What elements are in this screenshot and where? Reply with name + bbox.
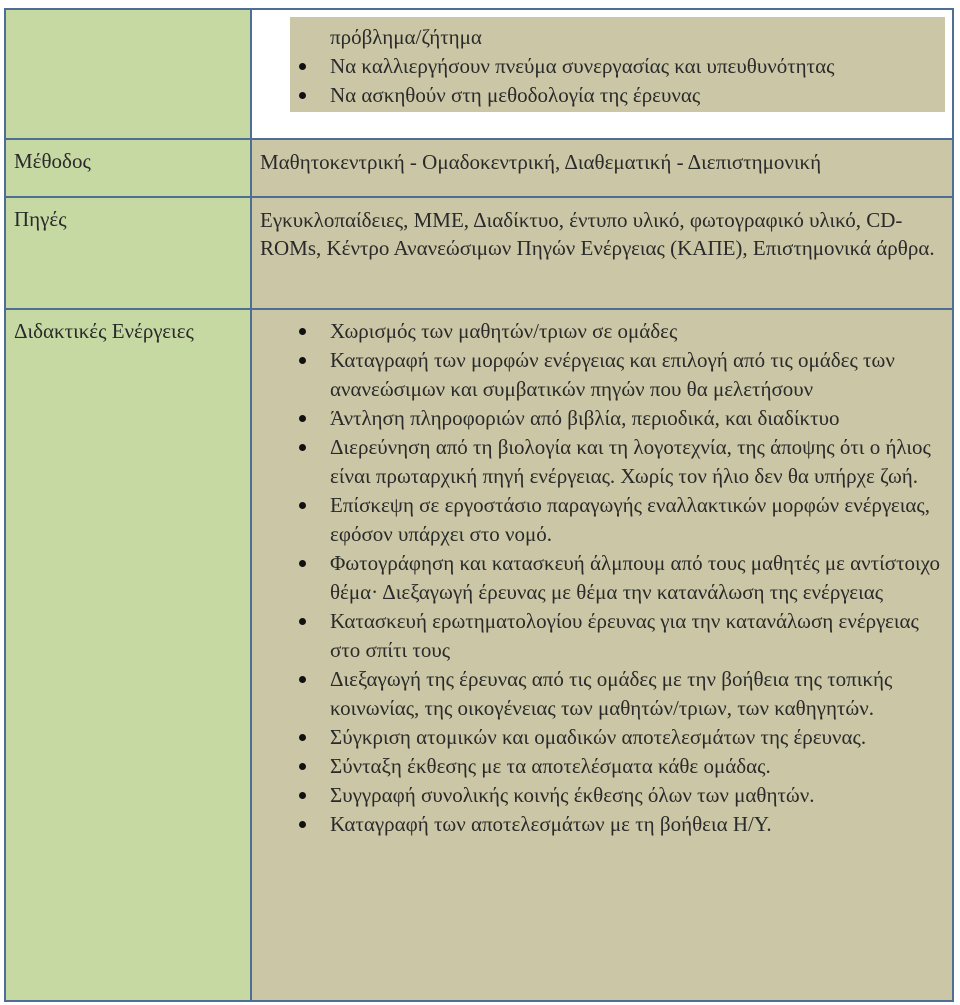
- objectives-list: [330, 52, 935, 110]
- activity-text: Συγγραφή συνολικής κοινής έκθεσης όλων των μαθητών.: [330, 783, 815, 807]
- activity-text: Χωρισμός των μαθητών/τριων σε ομάδες: [330, 319, 678, 343]
- bullet-icon: [299, 328, 306, 335]
- activity-text: Φωτογράφηση και κατασκευή άλμπουμ από τους μαθητές με αντίστοιχο θέμα· Διεξαγωγή έρευνας με θέμα την κατανάλωση της ενέργειας: [330, 551, 941, 604]
- objectives-label-cell: [5, 9, 251, 139]
- activity-text: Σύγκριση ατομικών και ομαδικών αποτελεσμάτων της έρευνας.: [330, 725, 867, 749]
- bullet-icon: [299, 357, 306, 364]
- activity-item: [330, 781, 942, 810]
- activity-text: Σύνταξη έκθεσης με τα αποτελέσματα κάθε ομάδας.: [330, 754, 771, 778]
- activity-text: Άντληση πληροφοριών από βιβλία, περιοδικά, και διαδίκτυο: [330, 406, 840, 430]
- bullet-icon: [299, 415, 306, 422]
- objectives-continuation: πρόβλημα/ζήτημα: [330, 25, 482, 49]
- activity-text: Καταγραφή των αποτελεσμάτων με τη βοήθεια Η/Υ.: [330, 812, 772, 836]
- bullet-icon: [299, 444, 306, 451]
- bullet-icon: [299, 618, 306, 625]
- activity-item: [330, 317, 942, 346]
- bullet-icon: [299, 92, 306, 99]
- activity-item: [330, 752, 942, 781]
- activities-label: Διδακτικές Ενέργειες: [5, 309, 251, 1001]
- activity-item: [330, 723, 942, 752]
- activity-item: [330, 549, 942, 607]
- activity-item: [330, 491, 942, 549]
- objectives-content-cell: [251, 9, 953, 139]
- objective-text: Να ασκηθούν στη μεθοδολογία της έρευνας: [330, 83, 701, 107]
- activity-item: [330, 665, 942, 723]
- activity-item: [330, 810, 942, 839]
- objective-item: [330, 81, 935, 110]
- method-label: Μέθοδος: [5, 139, 251, 197]
- objective-text: Να καλλιεργήσουν πνεύμα συνεργασίας και υπευθυνότητας: [330, 54, 835, 78]
- bullet-icon: [299, 63, 306, 70]
- bullet-icon: [299, 821, 306, 828]
- activity-text: Διερεύνηση από τη βιολογία και τη λογοτεχνία, της άποψης ότι ο ήλιος είναι πρωταρχική πηγή ενέργειας. Χωρίς τον ήλιο δεν θα υπήρχε ζωή.: [330, 435, 931, 488]
- activity-text: Επίσκεψη σε εργοστάσιο παραγωγής εναλλακτικών μορφών ενέργειας, εφόσον υπάρχει στο νομό.: [330, 493, 930, 546]
- bullet-icon: [299, 502, 306, 509]
- activity-text: Κατασκευή ερωτηματολογίου έρευνας για την κατανάλωση ενέργειας στο σπίτι τους: [330, 609, 919, 662]
- activity-text: Καταγραφή των μορφών ενέργειας και επιλογή από τις ομάδες των ανανεώσιμων και συμβατικών πηγών που θα μελετήσουν: [330, 348, 895, 401]
- bullet-icon: [299, 763, 306, 770]
- sources-value: Εγκυκλοπαίδειες, ΜΜΕ, Διαδίκτυο, έντυπο υλικό, φωτογραφικό υλικό, CD-ROMs, Κέντρο Ανανεώσιμων Πηγών Ενέργειας (ΚΑΠΕ), Επιστημονικά άρθρα.: [251, 197, 953, 309]
- activity-item: [330, 433, 942, 491]
- method-value: Μαθητοκεντρική - Ομαδοκεντρική, Διαθεματική - Διεπιστημονική: [251, 139, 953, 197]
- lesson-plan-table: [4, 8, 954, 1002]
- objective-item: [330, 52, 935, 81]
- sources-row: [5, 197, 953, 309]
- activity-text: Διεξαγωγή της έρευνας από τις ομάδες με την βοήθεια της τοπικής κοινωνίας, της οικογένειας των μαθητών/τριων, των καθηγητών.: [330, 667, 893, 720]
- activities-content-cell: [251, 309, 953, 1001]
- objectives-box: [290, 17, 945, 112]
- activities-row: [5, 309, 953, 1001]
- objectives-row: [5, 9, 953, 139]
- activity-item: [330, 346, 942, 404]
- bullet-icon: [299, 676, 306, 683]
- bullet-icon: [299, 792, 306, 799]
- sources-label: Πηγές: [5, 197, 251, 309]
- bullet-icon: [299, 560, 306, 567]
- activities-list: [330, 317, 942, 839]
- activity-item: [330, 607, 942, 665]
- bullet-icon: [299, 734, 306, 741]
- method-row: [5, 139, 953, 197]
- activity-item: [330, 404, 942, 433]
